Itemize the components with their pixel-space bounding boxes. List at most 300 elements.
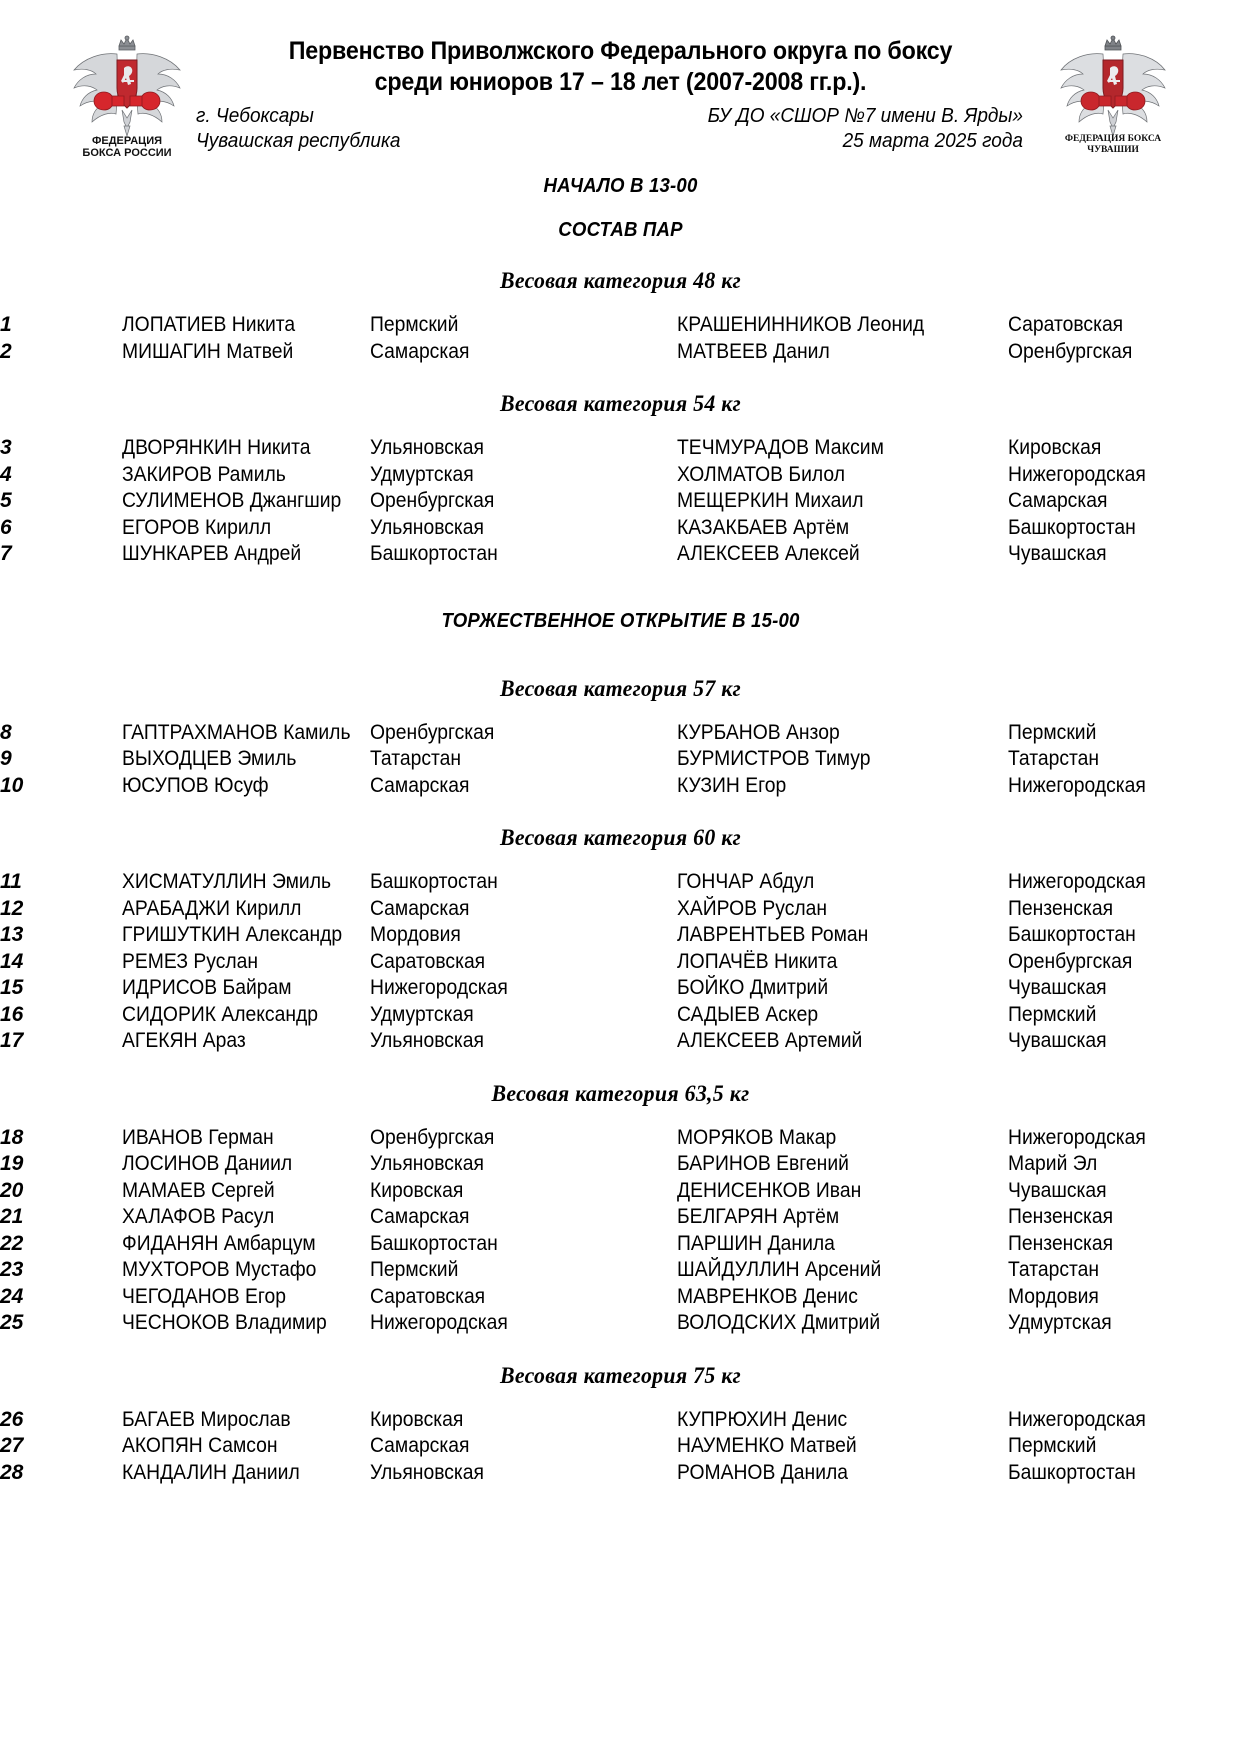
blue-corner-region-text: Нижегородская [1008, 462, 1146, 486]
weight-class-heading: Весовая категория 63,5 кг [491, 1080, 750, 1106]
red-corner-region [370, 1257, 677, 1284]
section-spacer [0, 1055, 1241, 1081]
red-corner-boxer-text: КАНДАЛИН Даниил [122, 1460, 300, 1484]
blue-corner-region [1008, 1002, 1241, 1029]
table-row [0, 896, 1241, 923]
blue-corner-boxer [677, 1310, 1008, 1337]
red-corner-boxer-text: АКОПЯН Самсон [122, 1434, 278, 1457]
red-corner-boxer-text: ИДРИСОВ Байрам [122, 976, 292, 999]
weight-class-heading: Весовая категория 57 кг [500, 675, 741, 701]
blue-corner-boxer-text: ХОЛМАТОВ Билол [677, 462, 845, 486]
date-label: 25 марта 2025 года [842, 130, 1023, 152]
red-corner-boxer [122, 541, 370, 568]
red-corner-boxer-text: ГРИШУТКИН Александр [122, 923, 343, 946]
blue-corner-region-text: Башкортостан [1008, 923, 1136, 946]
red-corner-boxer [122, 462, 370, 489]
blue-corner-region-text: Татарстан [1008, 747, 1100, 770]
blue-corner-region [1008, 1125, 1241, 1152]
blue-corner-region [1008, 339, 1241, 366]
blue-corner-region [1008, 720, 1241, 747]
red-corner-boxer [122, 975, 370, 1002]
table-row [0, 1407, 1241, 1434]
red-corner-region-text: Нижегородская [370, 976, 508, 999]
red-corner-region [370, 1204, 677, 1231]
bout-number: 18 [0, 1125, 24, 1149]
blue-corner-boxer-text: КРАШЕНИННИКОВ Леонид [677, 313, 925, 336]
red-corner-region [370, 339, 677, 366]
red-corner-boxer [122, 1284, 370, 1311]
red-corner-boxer-text: ЕГОРОВ Кирилл [122, 515, 272, 539]
red-corner-boxer [122, 773, 370, 800]
city-label: г. Чебоксары [196, 105, 314, 127]
table-row [0, 1460, 1241, 1487]
red-corner-region [370, 922, 677, 949]
blue-corner-region [1008, 515, 1241, 542]
blue-corner-boxer [677, 869, 1008, 896]
blue-corner-boxer-text: КУПРЮХИН Денис [677, 1407, 848, 1431]
blue-corner-boxer [677, 720, 1008, 747]
red-corner-region [370, 462, 677, 489]
blue-corner-region [1008, 1257, 1241, 1284]
blue-corner-region-text: Татарстан [1008, 1258, 1100, 1281]
blue-corner-boxer [677, 1407, 1008, 1434]
table-row [0, 949, 1241, 976]
blue-corner-region [1008, 1433, 1241, 1460]
table-row [0, 1028, 1241, 1055]
blue-corner-boxer-text: БАРИНОВ Евгений [677, 1152, 849, 1175]
page-title-line-2: среди юниоров 17 – 18 лет (2007-2008 гг.р.). [374, 68, 867, 96]
blue-corner-boxer-text: ПАРШИН Данила [677, 1231, 835, 1255]
table-row [0, 720, 1241, 747]
blue-corner-region [1008, 746, 1241, 773]
blue-corner-region [1008, 1204, 1241, 1231]
bout-number: 8 [0, 720, 12, 744]
blue-corner-region [1008, 435, 1241, 462]
blue-corner-region-text: Оренбургская [1008, 339, 1133, 363]
blue-corner-boxer [677, 896, 1008, 923]
heading-spacer [0, 702, 1241, 720]
red-corner-region [370, 896, 677, 923]
blue-corner-region [1008, 1151, 1241, 1178]
red-corner-boxer [122, 1310, 370, 1337]
red-corner-region-text: Башкортостан [370, 542, 498, 565]
blue-corner-boxer [677, 922, 1008, 949]
blue-corner-region [1008, 312, 1241, 339]
blue-corner-region-text: Чувашская [1008, 542, 1107, 565]
red-corner-boxer [122, 1151, 370, 1178]
blue-corner-region-text: Самарская [1008, 489, 1108, 512]
blue-corner-boxer-text: ХАЙРОВ Руслан [677, 896, 828, 920]
blue-corner-boxer-text: ЛОПАЧЁВ Никита [677, 949, 838, 973]
blue-corner-region-text: Пензенская [1008, 896, 1114, 920]
blue-corner-boxer [677, 975, 1008, 1002]
bout-number: 23 [0, 1258, 24, 1281]
section-spacer [0, 1337, 1241, 1363]
blue-corner-boxer [677, 1002, 1008, 1029]
red-corner-boxer [122, 1460, 370, 1487]
blue-corner-boxer [677, 1257, 1008, 1284]
blue-corner-region-text: Чувашская [1008, 976, 1107, 999]
red-corner-region [370, 746, 677, 773]
red-corner-boxer [122, 869, 370, 896]
bout-table [0, 312, 1241, 365]
bout-number: 27 [0, 1434, 24, 1457]
red-corner-region-text: Пермский [370, 313, 459, 336]
red-corner-boxer [122, 896, 370, 923]
bout-table [0, 720, 1241, 800]
red-corner-region-text: Ульяновская [370, 1460, 484, 1484]
blue-corner-boxer [677, 435, 1008, 462]
red-corner-boxer-text: РЕМЕЗ Руслан [122, 949, 259, 973]
red-corner-region-text: Оренбургская [370, 489, 495, 512]
heading-spacer [0, 1107, 1241, 1125]
blue-corner-boxer [677, 773, 1008, 800]
red-corner-boxer-text: ГАПТРАХМАНОВ Камиль [122, 720, 351, 744]
red-corner-boxer [122, 922, 370, 949]
blue-corner-region-text: Саратовская [1008, 313, 1124, 336]
bout-table [0, 435, 1241, 568]
blue-corner-boxer-text: АЛЕКСЕЕВ Артемий [677, 1029, 863, 1052]
red-corner-boxer [122, 1002, 370, 1029]
blue-corner-boxer [677, 949, 1008, 976]
section-spacer [0, 650, 1241, 676]
announcement-spacer [0, 638, 1241, 650]
red-corner-boxer-text: ХИСМАТУЛЛИН Эмиль [122, 870, 332, 893]
table-row [0, 1310, 1241, 1337]
table-row [0, 975, 1241, 1002]
bout-number: 20 [0, 1178, 24, 1202]
venue-label: БУ ДО «СШОР №7 имени В. Ярды» [707, 105, 1023, 127]
blue-corner-region-text: Чувашская [1008, 1029, 1107, 1052]
weight-class-heading: Весовая категория 48 кг [500, 268, 741, 293]
red-corner-boxer-text: МУХТОРОВ Мустафо [122, 1258, 317, 1281]
blue-corner-region-text: Нижегородская [1008, 1125, 1146, 1149]
red-corner-region-text: Нижегородская [370, 1311, 508, 1334]
table-row [0, 746, 1241, 773]
red-corner-region [370, 312, 677, 339]
red-corner-region-text: Самарская [370, 896, 470, 920]
red-corner-boxer [122, 1204, 370, 1231]
table-row [0, 1204, 1241, 1231]
red-corner-region-text: Башкортостан [370, 1231, 498, 1255]
bout-number: 17 [0, 1029, 24, 1052]
blue-corner-region [1008, 949, 1241, 976]
table-row [0, 1433, 1241, 1460]
svg-text:БОКСА РОССИИ: БОКСА РОССИИ [82, 147, 172, 158]
blue-corner-boxer [677, 312, 1008, 339]
table-row [0, 922, 1241, 949]
table-row [0, 773, 1241, 800]
table-row [0, 339, 1241, 366]
red-corner-boxer [122, 1028, 370, 1055]
red-corner-boxer [122, 312, 370, 339]
blue-corner-boxer-text: АЛЕКСЕЕВ Алексей [677, 542, 860, 565]
red-corner-region-text: Саратовская [370, 1284, 486, 1308]
blue-corner-region [1008, 488, 1241, 515]
red-corner-region [370, 1002, 677, 1029]
blue-corner-boxer [677, 1284, 1008, 1311]
red-corner-boxer [122, 1433, 370, 1460]
blue-corner-region [1008, 462, 1241, 489]
pairs-heading: СОСТАВ ПАР [558, 219, 683, 241]
red-corner-boxer [122, 435, 370, 462]
blue-corner-boxer-text: МАТВЕЕВ Данил [677, 339, 830, 363]
red-corner-boxer [122, 339, 370, 366]
red-corner-region [370, 1407, 677, 1434]
blue-corner-boxer-text: МЕЩЕРКИН Михаил [677, 489, 864, 512]
bout-number: 7 [0, 542, 12, 565]
blue-corner-region [1008, 1178, 1241, 1205]
svg-text:ЧУВАШИИ: ЧУВАШИИ [1087, 145, 1139, 155]
heading-spacer [0, 1389, 1241, 1407]
red-corner-boxer-text: МАМАЕВ Сергей [122, 1178, 275, 1202]
blue-corner-boxer [677, 1178, 1008, 1205]
red-corner-region [370, 488, 677, 515]
bout-table [0, 869, 1241, 1055]
red-corner-boxer-text: АРАБАДЖИ Кирилл [122, 896, 302, 920]
red-corner-boxer [122, 488, 370, 515]
red-corner-region-text: Самарская [370, 773, 470, 797]
bout-number: 5 [0, 489, 12, 512]
table-row [0, 1151, 1241, 1178]
bout-number: 13 [0, 923, 24, 946]
blue-corner-region-text: Чувашская [1008, 1178, 1107, 1202]
red-corner-boxer [122, 746, 370, 773]
red-corner-boxer-text: ХАЛАФОВ Расул [122, 1205, 275, 1228]
red-corner-boxer [122, 720, 370, 747]
table-row [0, 462, 1241, 489]
blue-corner-region-text: Пермский [1008, 720, 1097, 744]
red-corner-region [370, 1284, 677, 1311]
red-corner-region-text: Самарская [370, 1434, 470, 1457]
red-corner-region [370, 435, 677, 462]
red-corner-region-text: Татарстан [370, 747, 462, 770]
bout-number: 4 [0, 462, 12, 486]
blue-corner-region [1008, 975, 1241, 1002]
blue-corner-boxer [677, 488, 1008, 515]
blue-corner-region [1008, 541, 1241, 568]
title-block [195, 36, 1046, 98]
blue-corner-boxer [677, 746, 1008, 773]
heading-spacer [0, 417, 1241, 435]
blue-corner-boxer-text: МАВРЕНКОВ Денис [677, 1284, 858, 1308]
table-row [0, 1178, 1241, 1205]
red-corner-region [370, 1433, 677, 1460]
bout-number: 22 [0, 1231, 24, 1255]
blue-corner-region-text: Мордовия [1008, 1284, 1099, 1308]
blue-corner-boxer [677, 462, 1008, 489]
bout-number: 16 [0, 1002, 24, 1026]
red-corner-region [370, 869, 677, 896]
red-corner-region [370, 1460, 677, 1487]
blue-corner-boxer-text: МОРЯКОВ Макар [677, 1125, 837, 1149]
red-corner-region-text: Самарская [370, 1205, 470, 1228]
start-time-announcement: НАЧАЛО В 13-00 [543, 175, 698, 197]
weight-class-heading: Весовая категория 54 кг [500, 391, 741, 416]
svg-text:ФЕДЕРАЦИЯ БОКСА: ФЕДЕРАЦИЯ БОКСА [1064, 134, 1162, 144]
bout-number: 1 [0, 313, 12, 336]
blue-corner-region-text: Башкортостан [1008, 1460, 1136, 1484]
red-corner-region [370, 949, 677, 976]
blue-corner-boxer [677, 1151, 1008, 1178]
red-corner-boxer [122, 949, 370, 976]
blue-corner-region-text: Пермский [1008, 1434, 1097, 1457]
blue-corner-boxer [677, 1460, 1008, 1487]
blue-corner-boxer-text: ГОНЧАР Абдул [677, 870, 815, 893]
venue-location [196, 104, 400, 154]
blue-corner-boxer-text: ТЕЧМУРАДОВ Максим [677, 436, 884, 459]
red-corner-region-text: Саратовская [370, 949, 486, 973]
heading-spacer [0, 851, 1241, 869]
blue-corner-boxer [677, 1231, 1008, 1258]
red-corner-region-text: Кировская [370, 1407, 464, 1431]
red-corner-boxer-text: ЛОПАТИЕВ Никита [122, 313, 296, 336]
red-corner-boxer-text: ВЫХОДЦЕВ Эмиль [122, 747, 297, 770]
weight-class-heading: Весовая категория 60 кг [500, 825, 741, 850]
section-spacer [0, 365, 1241, 391]
red-corner-region-text: Ульяновская [370, 1152, 484, 1175]
bout-number: 14 [0, 949, 24, 973]
red-corner-boxer [122, 1178, 370, 1205]
blue-corner-boxer-text: ВОЛОДСКИХ Дмитрий [677, 1311, 881, 1334]
red-corner-boxer-text: ЛОСИНОВ Даниил [122, 1152, 293, 1175]
red-corner-region [370, 1125, 677, 1152]
red-corner-region [370, 773, 677, 800]
weight-class-heading: Весовая категория 75 кг [500, 1362, 741, 1388]
blue-corner-boxer-text: КАЗАКБАЕВ Артём [677, 515, 850, 539]
blue-corner-boxer-text: БУРМИСТРОВ Тимур [677, 747, 871, 770]
red-corner-boxer-text: ЧЕСНОКОВ Владимир [122, 1311, 327, 1334]
red-corner-region [370, 515, 677, 542]
bout-number: 21 [0, 1205, 24, 1228]
bout-number: 19 [0, 1152, 24, 1175]
blue-corner-boxer-text: НАУМЕНКО Матвей [677, 1434, 857, 1457]
red-corner-region-text: Оренбургская [370, 720, 495, 744]
red-corner-boxer [122, 515, 370, 542]
blue-corner-region [1008, 896, 1241, 923]
blue-corner-boxer-text: РОМАНОВ Данила [677, 1460, 849, 1484]
red-corner-region-text: Кировская [370, 1178, 464, 1202]
blue-corner-boxer-text: ДЕНИСЕНКОВ Иван [677, 1178, 862, 1202]
red-corner-boxer-text: СУЛИМЕНОВ Джангшир [122, 489, 342, 512]
blue-corner-region [1008, 869, 1241, 896]
table-row [0, 1002, 1241, 1029]
blue-corner-region-text: Пензенская [1008, 1231, 1114, 1255]
bout-list [0, 242, 1241, 1486]
bout-number: 28 [0, 1460, 24, 1484]
blue-corner-region [1008, 1407, 1241, 1434]
blue-corner-boxer-text: КУЗИН Егор [677, 773, 787, 797]
blue-corner-region [1008, 1231, 1241, 1258]
bout-number: 11 [0, 870, 22, 893]
blue-corner-region-text: Кировская [1008, 436, 1102, 459]
bout-number: 9 [0, 747, 12, 770]
blue-corner-boxer-text: КУРБАНОВ Анзор [677, 720, 840, 744]
svg-text:ФЕДЕРАЦИЯ: ФЕДЕРАЦИЯ [91, 135, 163, 147]
red-corner-region-text: Самарская [370, 339, 470, 363]
red-corner-boxer [122, 1407, 370, 1434]
red-corner-boxer-text: АГЕКЯН Араз [122, 1029, 246, 1052]
red-corner-region [370, 541, 677, 568]
blue-corner-region-text: Пермский [1008, 1002, 1097, 1026]
blue-corner-boxer [677, 1125, 1008, 1152]
red-corner-boxer-text: ЧЕГОДАНОВ Егор [122, 1284, 286, 1308]
bout-number: 10 [0, 773, 24, 797]
red-corner-region-text: Ульяновская [370, 515, 484, 539]
red-corner-region-text: Башкортостан [370, 870, 498, 893]
red-corner-boxer-text: ДВОРЯНКИН Никита [122, 436, 311, 459]
red-corner-boxer-text: ШУНКАРЕВ Андрей [122, 542, 302, 565]
blue-corner-region [1008, 1310, 1241, 1337]
blue-corner-region-text: Удмуртская [1008, 1311, 1112, 1334]
blue-corner-boxer-text: САДЫЕВ Аскер [677, 1002, 819, 1026]
page-title-line-1: Первенство Приволжского Федерального округа по боксу [288, 37, 953, 65]
blue-corner-boxer [677, 1433, 1008, 1460]
bout-table [0, 1407, 1241, 1487]
red-corner-boxer-text: ФИДАНЯН Амбарцум [122, 1231, 316, 1255]
blue-corner-region-text: Пензенская [1008, 1205, 1114, 1228]
table-row [0, 541, 1241, 568]
red-corner-region [370, 975, 677, 1002]
blue-corner-boxer-text: БЕЛГАРЯН Артём [677, 1205, 840, 1228]
blue-corner-boxer-text: ШАЙДУЛЛИН Арсений [677, 1258, 882, 1281]
blue-corner-boxer [677, 515, 1008, 542]
red-corner-boxer [122, 1125, 370, 1152]
red-corner-region-text: Оренбургская [370, 1125, 495, 1149]
table-row [0, 312, 1241, 339]
red-corner-region [370, 1028, 677, 1055]
red-corner-region-text: Пермский [370, 1258, 459, 1281]
table-row [0, 435, 1241, 462]
red-corner-boxer-text: ЮСУПОВ Юсуф [122, 773, 269, 797]
red-corner-region-text: Ульяновская [370, 1029, 484, 1052]
red-corner-region-text: Ульяновская [370, 436, 484, 459]
red-corner-boxer [122, 1257, 370, 1284]
blue-corner-region [1008, 1460, 1241, 1487]
blue-corner-boxer [677, 1028, 1008, 1055]
red-corner-region [370, 720, 677, 747]
red-corner-region [370, 1178, 677, 1205]
blue-corner-boxer-text: БОЙКО Дмитрий [677, 976, 829, 999]
blue-corner-boxer [677, 339, 1008, 366]
chuvashia-boxing-federation-logo [1048, 28, 1178, 156]
red-corner-boxer-text: СИДОРИК Александр [122, 1002, 319, 1026]
table-row [0, 1231, 1241, 1258]
table-row [0, 1284, 1241, 1311]
table-row [0, 1257, 1241, 1284]
table-row [0, 488, 1241, 515]
blue-corner-region [1008, 773, 1241, 800]
table-row [0, 869, 1241, 896]
bout-number: 3 [0, 436, 12, 459]
bout-number: 15 [0, 976, 24, 999]
blue-corner-region [1008, 1028, 1241, 1055]
section-spacer [0, 799, 1241, 825]
section-spacer [0, 242, 1241, 268]
red-corner-region-text: Мордовия [370, 923, 461, 946]
blue-corner-region-text: Нижегородская [1008, 773, 1146, 797]
red-corner-boxer-text: МИШАГИН Матвей [122, 339, 294, 363]
document-header [0, 0, 1241, 158]
bout-number: 2 [0, 339, 12, 363]
red-corner-region [370, 1151, 677, 1178]
blue-corner-region-text: Нижегородская [1008, 870, 1146, 893]
heading-spacer [0, 294, 1241, 312]
bout-number: 12 [0, 896, 24, 920]
bout-number: 24 [0, 1284, 24, 1308]
republic-label: Чувашская республика [196, 130, 401, 152]
blue-corner-boxer [677, 541, 1008, 568]
